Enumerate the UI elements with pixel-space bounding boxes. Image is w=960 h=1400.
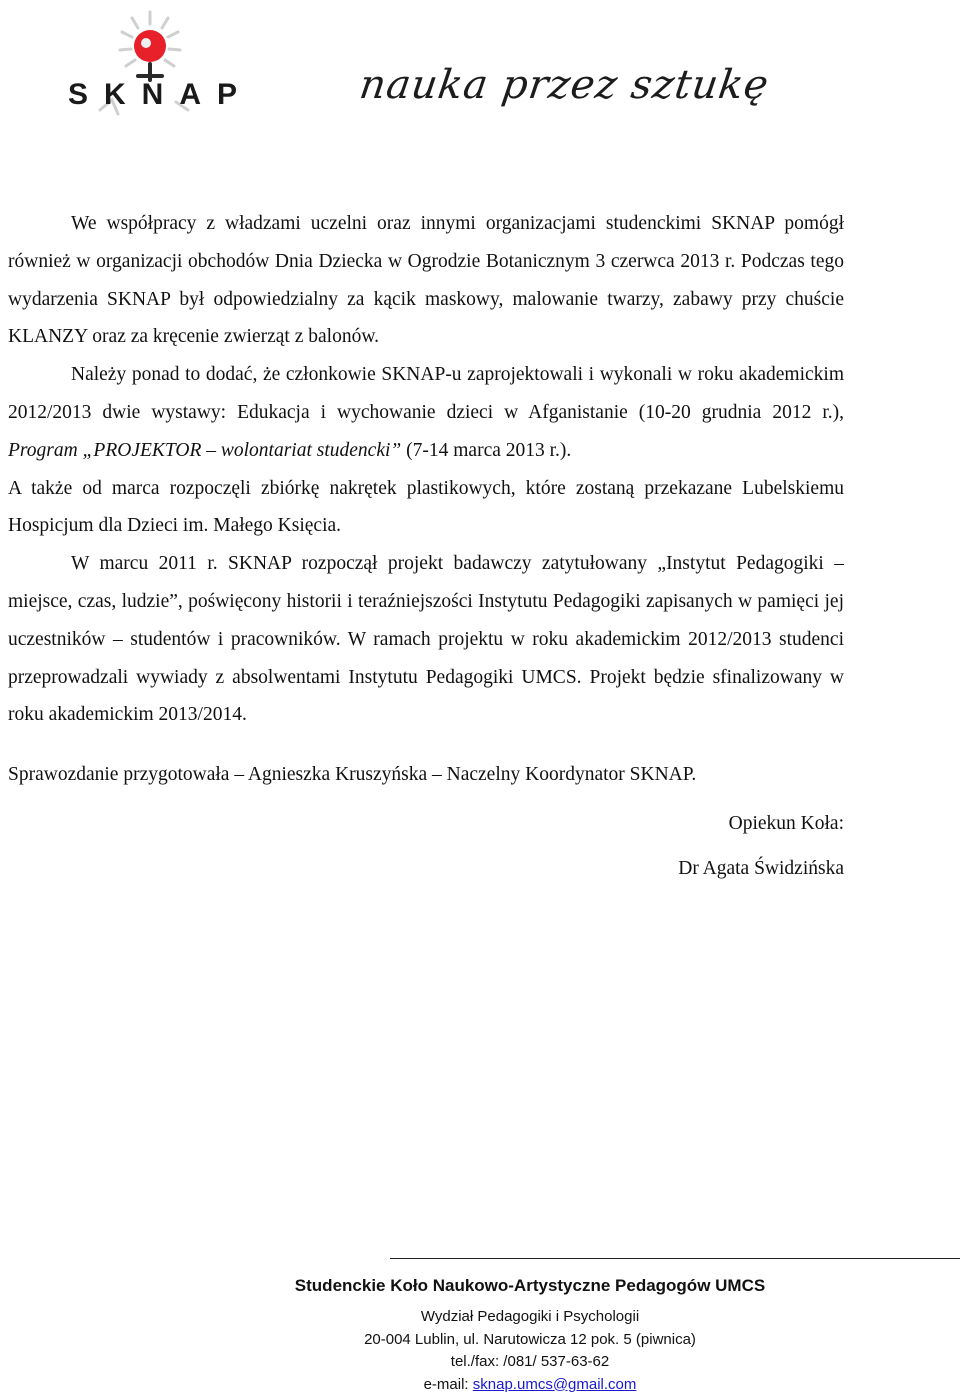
logo-wordmark: SKNAP [68, 78, 254, 111]
motto-script: nauka przez sztukę [356, 62, 773, 108]
supervisor-name: Dr Agata Świdzińska [678, 858, 844, 879]
sknap-logo-icon [60, 10, 260, 135]
paragraph-childrens-day: We współpracy z władzami uczelni oraz innymi organizacjami studenckimi SKNAP pomógł również w organizacji obchodów Dnia Dziecka w Ogrodzie Botanicznym 3 czerwca 2013 r. Podczas tego wydarzenia SKNAP był odpowiedzialny za kącik maskowy, malowanie twarzy, zabawy przy chuście KLANZY oraz za kręcenie zwierząt z balonów. [8, 213, 844, 348]
paragraph-exhibitions [8, 356, 844, 469]
supervisor-role: Opiekun Koła: [728, 813, 844, 834]
footer-faculty: Wydział Pedagogiki i Psychologii [420, 1308, 640, 1325]
footer-email-line [150, 1374, 910, 1397]
document-body [8, 205, 844, 734]
projector-program-title: Program „PROJEKTOR – wolontariat studencki” [8, 439, 402, 461]
footer-email-label: e-mail: [423, 1375, 473, 1393]
footer-phone: tel./fax: /081/ 537-63-62 [450, 1353, 610, 1370]
exhibitions-dates: (7-14 marca 2013 r.). [406, 439, 572, 461]
paragraph-research-project: W marcu 2011 r. SKNAP rozpoczął projekt badawczy zatytułowany „Instytut Pedagogiki – miejsce, czas, ludzie”, poświęcony historii i teraźniejszości Instytutu Pedagogiki zapisanych w pamięci jej uczestników – studentów i pracowników. W ramach projektu w roku akademickim 2012/2013 studenci przeprowadzali wywiady z absolwentami Instytutu Pedagogiki UMCS. Projekt będzie sfinalizowany w roku akademickim 2013/2014. [8, 553, 844, 726]
email-link[interactable]: sknap.umcs@gmail.com [472, 1375, 637, 1393]
footer-address: 20-004 Lublin, ul. Narutowicza 12 pok. 5 (piwnica) [364, 1330, 696, 1348]
page-header [0, 0, 960, 140]
footer-organization: Studenckie Koło Naukowo-Artystyczne Pedagogów UMCS [294, 1276, 766, 1295]
footer-divider [390, 1258, 960, 1259]
exhibitions-text: Należy ponad to dodać, że członkowie SKNAP-u zaprojektowali i wykonali w roku akademickim 2012/2013 dwie wystawy: Edukacja i wychowanie dzieci w Afganistanie (10-20 grudnia 2012 r.), [8, 364, 844, 423]
paragraph-bottle-caps: A także od marca rozpoczęli zbiórkę nakrętek plastikowych, które zostaną przekazane Lubelskiemu Hospicjum dla Dzieci im. Małego Księcia. [8, 477, 844, 537]
page-footer [150, 1270, 910, 1396]
report-author-line: Sprawozdanie przygotowała – Agnieszka Kruszyńska – Naczelny Koordynator SKNAP. [8, 764, 697, 785]
